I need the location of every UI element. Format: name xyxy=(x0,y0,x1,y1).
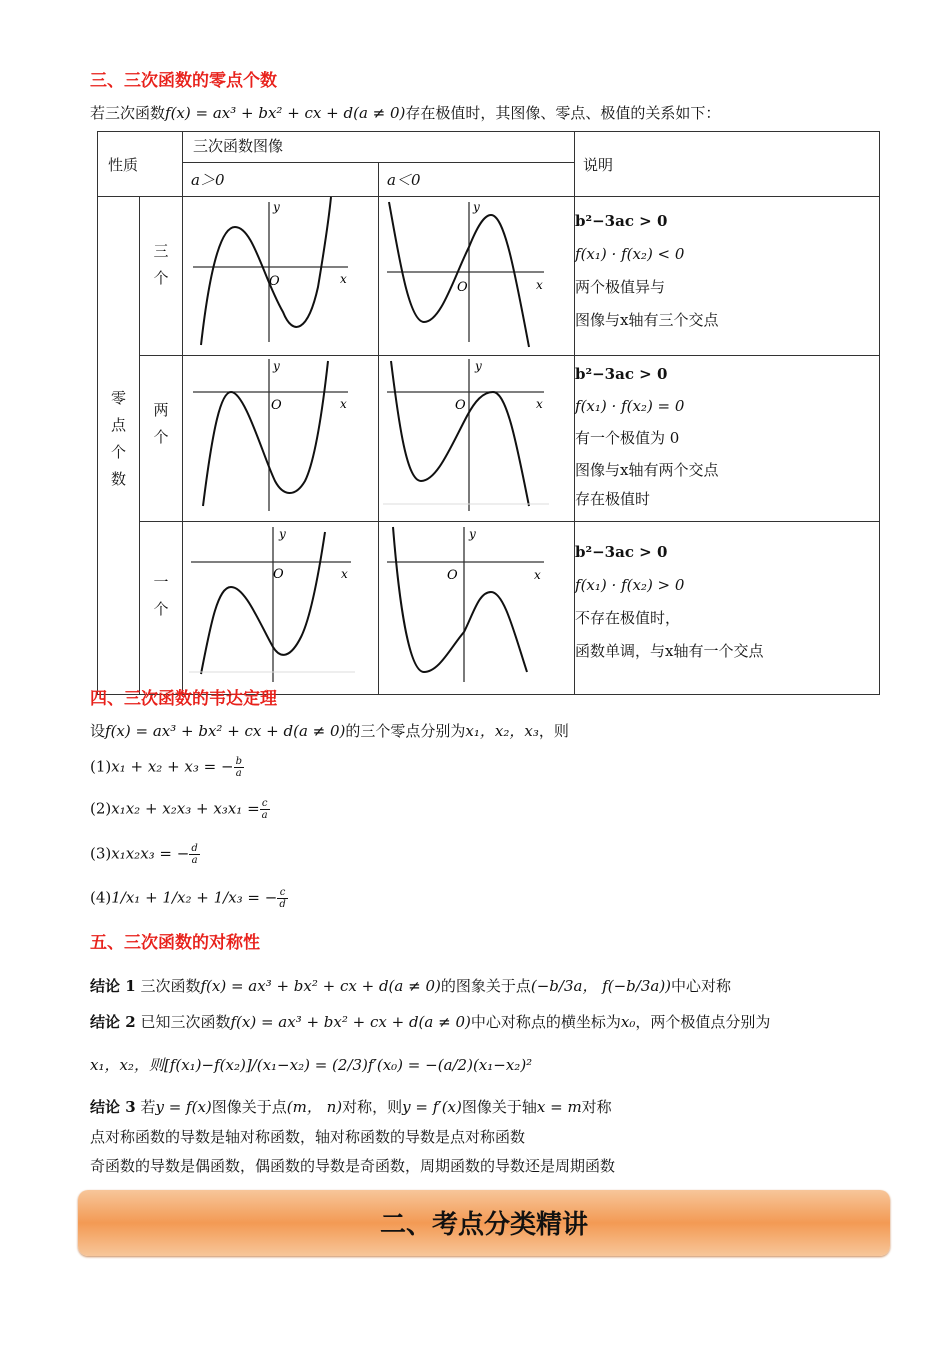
intro-text: 若三次函数 xyxy=(90,104,166,122)
cubic-formula: f(x) = ax³ + bx² + cx + d(a ≠ 0) xyxy=(165,104,406,122)
zero-count-table xyxy=(97,131,880,695)
cubic-formula: f(x) = ax³ + bx² + cx + d(a ≠ 0) xyxy=(230,1013,471,1031)
frac-den: a xyxy=(191,855,198,866)
axis-y-label: y xyxy=(279,527,286,541)
c2-post: ，两个极值点分别为 xyxy=(635,1013,771,1031)
header-a-positive: a＞0 xyxy=(183,163,379,197)
vieta-item-3 xyxy=(90,843,200,866)
item-fraction xyxy=(260,798,270,821)
row-label-two xyxy=(140,356,183,522)
origin-label: O xyxy=(271,398,282,413)
c3-f2: y = f′(x) xyxy=(402,1098,462,1116)
axis-x-label: x xyxy=(340,397,347,411)
frac-den: a xyxy=(261,810,268,821)
item-lhs: x₁x₂x₃ = − xyxy=(111,844,190,863)
graph-one-apos xyxy=(183,522,379,695)
banner-title: 二、考点分类精讲 xyxy=(379,1210,588,1240)
c1-post: 中心对称 xyxy=(671,977,732,995)
graph-one-a-positive xyxy=(183,522,379,690)
row-label-text: 三个 xyxy=(151,243,170,297)
symmetry-point: (−b/3a， f(−b/3a)) xyxy=(530,977,672,995)
conclusion-label: 结论 3 xyxy=(90,1098,136,1116)
x0: x₀ xyxy=(620,1013,636,1031)
frac-den: a xyxy=(235,768,242,779)
c2-line2-formula: [f(x₁)−f(x₂)]/(x₁−x₂) = (2/3)f′(x₀) = −(a/2)(x₁−x₂)² xyxy=(163,1056,533,1074)
vieta-item-1 xyxy=(90,756,244,779)
intro-text-end: 存在极值时，其图像、零点、极值的关系如下： xyxy=(405,104,721,122)
c1-mid: 的图象关于点 xyxy=(440,977,531,995)
origin-label: O xyxy=(269,274,280,289)
graph-two-a-positive xyxy=(183,356,379,517)
c2-mid: 中心对称点的横坐标为 xyxy=(470,1013,621,1031)
item-number: (2) xyxy=(90,799,112,818)
c3-mid2: 对称，则 xyxy=(342,1098,403,1116)
axis-x-label: x xyxy=(536,278,543,292)
row-label-text: 一个 xyxy=(151,574,170,628)
note-line3: 两个极值异与 xyxy=(575,278,666,296)
item-number: (4) xyxy=(90,888,112,907)
row-label-one xyxy=(140,522,183,695)
note-product: f(x₁) · f(x₂) < 0 xyxy=(575,245,685,263)
axis-y-label: y xyxy=(273,359,280,373)
header-property: 性质 xyxy=(98,132,183,197)
graph-two-apos xyxy=(183,356,379,522)
item-fraction xyxy=(234,756,244,779)
graph-two-a-negative xyxy=(379,356,575,517)
axis-y-label: y xyxy=(273,200,280,214)
graph-one-aneg xyxy=(379,522,575,695)
conclusion-label: 结论 1 xyxy=(90,977,136,995)
intro-mid: 的三个零点分别为 xyxy=(345,722,466,740)
section4-intro xyxy=(90,721,569,741)
note-discriminant: b²−3ac > 0 xyxy=(575,543,668,561)
c3-post: 对称 xyxy=(581,1098,612,1116)
section3-intro xyxy=(90,103,720,123)
note-discriminant: b²−3ac > 0 xyxy=(575,212,668,230)
item-lhs: x₁ + x₂ + x₃ = − xyxy=(111,757,234,776)
graph-one-a-negative xyxy=(379,522,575,690)
conclusion-3 xyxy=(90,1097,612,1117)
conclusion-2-line2 xyxy=(90,1055,532,1075)
graph-three-a-negative xyxy=(379,197,575,351)
section5-title: 五、三次函数的对称性 xyxy=(90,933,260,953)
header-graph: 三次函数图像 xyxy=(183,132,575,163)
note-three xyxy=(575,197,880,356)
cubic-formula: f(x) = ax³ + bx² + cx + d(a ≠ 0) xyxy=(200,977,441,995)
cubic-formula: f(x) = ax³ + bx² + cx + d(a ≠ 0) xyxy=(105,722,346,740)
derivative-rule-1: 点对称函数的导数是轴对称函数，轴对称函数的导数是点对称函数 xyxy=(90,1128,526,1146)
axis-x-label: x xyxy=(534,568,541,582)
row-label-text: 两个 xyxy=(151,402,170,456)
note-line4: 图像与x轴有两个交点 xyxy=(575,461,719,479)
item-lhs: 1/x₁ + 1/x₂ + 1/x₃ = − xyxy=(111,888,278,907)
vieta-item-4 xyxy=(90,887,288,910)
section3-title: 三、三次函数的零点个数 xyxy=(90,71,277,91)
graph-three-a-positive xyxy=(183,197,379,351)
origin-label: O xyxy=(447,568,458,583)
intro-end: ，则 xyxy=(538,722,569,740)
item-fraction xyxy=(189,843,199,866)
c3-mid1: 图像关于点 xyxy=(211,1098,287,1116)
section4-title: 四、三次函数的韦达定理 xyxy=(90,689,277,709)
origin-label: O xyxy=(455,398,466,413)
axis-x-label: x xyxy=(341,567,348,581)
c3-f1: y = f(x) xyxy=(155,1098,212,1116)
note-one xyxy=(575,522,880,695)
item-number: (1) xyxy=(90,757,112,776)
c2-line2-pre: x₁，x₂，则 xyxy=(90,1056,164,1074)
origin-label: O xyxy=(457,280,468,295)
c3-point: (m， n) xyxy=(286,1098,343,1116)
graph-three-apos xyxy=(183,197,379,356)
note-line3: 不存在极值时， xyxy=(575,609,681,627)
frac-num: d xyxy=(191,843,198,854)
note-line4: 图像与x轴有三个交点 xyxy=(575,311,719,329)
derivative-rule-2: 奇函数的导数是偶函数，偶函数的导数是奇函数，周期函数的导数还是周期函数 xyxy=(90,1157,616,1175)
note-line4: 函数单调，与x轴有一个交点 xyxy=(575,642,764,660)
frac-den: d xyxy=(279,899,286,910)
roots: x₁，x₂，x₃ xyxy=(465,722,539,740)
c3-pre: 若 xyxy=(140,1098,156,1116)
axis-x-label: x xyxy=(536,397,543,411)
vieta-item-2 xyxy=(90,798,270,821)
header-a-negative: a＜0 xyxy=(379,163,575,197)
c3-mid3: 图像关于轴 xyxy=(461,1098,537,1116)
note-two xyxy=(575,356,880,522)
axis-y-label: y xyxy=(473,200,480,214)
conclusion-1 xyxy=(90,976,731,996)
axis-y-label: y xyxy=(475,359,482,373)
c3-axis: x = m xyxy=(536,1098,582,1116)
note-line5: 存在极值时 xyxy=(575,490,651,508)
section-banner xyxy=(78,1190,890,1256)
item-number: (3) xyxy=(90,844,112,863)
c2-pre: 已知三次函数 xyxy=(140,1013,231,1031)
intro-text: 设 xyxy=(90,722,106,740)
note-discriminant: b²−3ac > 0 xyxy=(575,365,668,383)
conclusion-2 xyxy=(90,1012,770,1032)
conclusion-label: 结论 2 xyxy=(90,1013,136,1031)
row-label-three xyxy=(140,197,183,356)
row-group-label xyxy=(98,197,140,695)
c1-pre: 三次函数 xyxy=(140,977,201,995)
row-group-text: 零点个数 xyxy=(109,389,127,498)
origin-label: O xyxy=(273,567,284,582)
graph-three-aneg xyxy=(379,197,575,356)
graph-two-aneg xyxy=(379,356,575,522)
note-line3: 有一个极值为 0 xyxy=(575,429,680,447)
header-note: 说明 xyxy=(575,132,880,197)
frac-num: c xyxy=(260,798,270,810)
item-fraction xyxy=(277,887,287,910)
frac-num: b xyxy=(235,756,242,767)
note-product: f(x₁) · f(x₂) > 0 xyxy=(575,576,685,594)
frac-num: c xyxy=(277,887,287,899)
item-lhs: x₁x₂ + x₂x₃ + x₃x₁ = xyxy=(111,799,260,818)
axis-x-label: x xyxy=(340,272,347,286)
axis-y-label: y xyxy=(469,527,476,541)
note-product: f(x₁) · f(x₂) = 0 xyxy=(575,397,685,415)
